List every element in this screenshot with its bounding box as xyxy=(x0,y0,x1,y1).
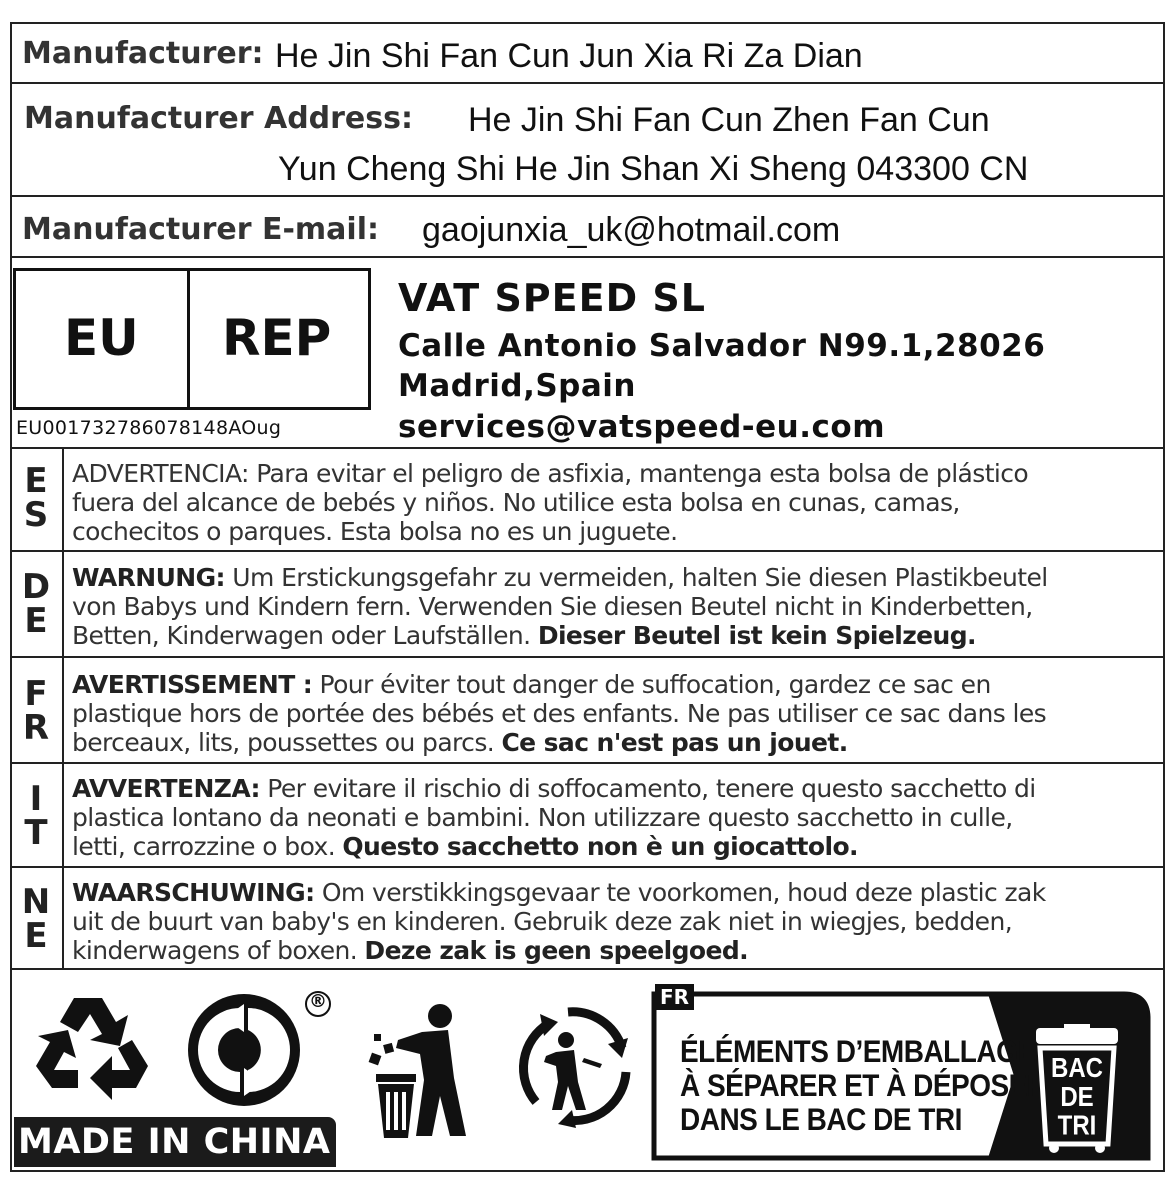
language-code-letter: F xyxy=(24,674,48,714)
language-code-es xyxy=(14,461,58,535)
warning-line xyxy=(72,774,1157,803)
language-code-letter: D xyxy=(21,567,51,607)
warning-line: plastica lontano da neonati e bambini. Non utilizzare questo sacchetto in culle, xyxy=(72,803,1013,832)
warning-heading: AVVERTENZA: xyxy=(72,774,260,803)
warning-bold-text: Ce sac n'est pas un jouet. xyxy=(501,728,848,757)
divider xyxy=(10,762,1165,764)
warning-line: uit de buurt van baby's en kinderen. Gebruik deze zak niet in wiegjes, bedden, xyxy=(72,907,1013,936)
warning-line: von Babys und Kindern fern. Verwenden Sie diesen Beutel nicht in Kinderbetten, xyxy=(72,592,1033,621)
warning-heading: WARNUNG: xyxy=(72,563,225,592)
warning-line xyxy=(72,936,1157,965)
warning-line: plastique hors de portée des bébés et des enfants. Ne pas utiliser ce sac dans les xyxy=(72,699,1047,728)
manufacturer-email: gaojunxia_uk@hotmail.com xyxy=(422,211,841,249)
divider xyxy=(10,866,1165,868)
eu-rep-address-line1: Calle Antonio Salvador N99.1,28026 xyxy=(398,328,1046,364)
eu-rep-email: services@vatspeed-eu.com xyxy=(398,409,885,445)
manufacturer-address-label: Manufacturer Address: xyxy=(24,101,413,136)
recycle-icon xyxy=(32,990,157,1102)
registered-mark: ® xyxy=(309,991,327,1012)
warning-line xyxy=(72,621,1157,650)
warning-bold-text: Questo sacchetto non è un giocattolo. xyxy=(342,832,858,861)
warning-line xyxy=(72,728,1157,757)
language-code-fr xyxy=(14,674,58,748)
language-code-letter: R xyxy=(22,708,50,748)
warning-text: berceaux, lits, poussettes ou parcs. xyxy=(72,728,502,757)
made-in-china-banner: MADE IN CHINA xyxy=(14,1117,336,1167)
bin-line: TRI xyxy=(1057,1110,1097,1142)
bin-line: DE xyxy=(1060,1081,1094,1113)
language-code-letter: S xyxy=(23,495,49,535)
eu-rep-box-divider xyxy=(187,268,190,410)
warning-text: Pour éviter tout danger de suffocation, gardez ce sac en xyxy=(312,670,991,699)
warning-text: letti, carrozzine o box. xyxy=(72,832,343,861)
language-code-letter: I xyxy=(29,779,43,819)
language-code-de xyxy=(14,567,58,641)
warning-line xyxy=(72,670,1157,699)
fr-tag: FR xyxy=(655,984,694,1010)
eu-rep-code: EU001732786078148AOug xyxy=(16,417,282,439)
divider xyxy=(10,656,1165,658)
tidyman-icon xyxy=(362,1000,472,1140)
warning-line xyxy=(72,832,1157,861)
eu-rep-rep: REP xyxy=(222,309,332,367)
language-code-letter: E xyxy=(24,601,48,641)
language-code-it xyxy=(14,779,58,853)
warning-ne xyxy=(72,878,1157,965)
warning-text: Per evitare il rischio di soffocamento, tenere questo sacchetto di xyxy=(259,774,1036,803)
manufacturer-label: Manufacturer: xyxy=(22,36,264,71)
divider xyxy=(10,968,1165,970)
manufacturer-address-line2: Yun Cheng Shi He Jin Shan Xi Sheng 043300 CN xyxy=(278,150,1029,188)
warning-es xyxy=(72,459,1157,546)
triman-line1: ÉLÉMENTS D’EMBALLAGE xyxy=(680,1034,1036,1069)
warning-fr xyxy=(72,670,1157,757)
eu-rep-company: VAT SPEED SL xyxy=(398,276,706,320)
warning-line xyxy=(72,878,1157,907)
warning-text: Betten, Kinderwagen oder Laufställen. xyxy=(72,621,538,650)
divider xyxy=(10,447,1165,449)
language-code-letter: E xyxy=(24,461,48,501)
manufacturer-name: He Jin Shi Fan Cun Jun Xia Ri Za Dian xyxy=(275,37,863,75)
warning-line: ADVERTENCIA: Para evitar el peligro de asfixia, mantenga esta bolsa de plástico xyxy=(72,459,1029,488)
warning-heading: WAARSCHUWING: xyxy=(72,878,315,907)
language-column-divider xyxy=(62,447,64,968)
language-code-letter: N xyxy=(21,882,51,922)
bac-de-tri-label xyxy=(1048,1054,1106,1140)
divider xyxy=(10,82,1165,84)
warning-line: cochecitos o parques. Esta bolsa no es un juguete. xyxy=(72,517,678,546)
warning-line: fuera del alcance de bebés y niños. No utilice esta bolsa en cunas, camas, xyxy=(72,488,960,517)
warning-text: Um Erstickungsgefahr zu vermeiden, halten Sie diesen Plastikbeutel xyxy=(224,563,1048,592)
manufacturer-email-label: Manufacturer E-mail: xyxy=(22,212,379,247)
warning-de xyxy=(72,563,1157,650)
sorting-icon xyxy=(510,1002,638,1130)
divider xyxy=(10,256,1165,258)
warning-text: Om verstikkingsgevaar te voorkomen, houd deze plastic zak xyxy=(314,878,1046,907)
manufacturer-address-line1: He Jin Shi Fan Cun Zhen Fan Cun xyxy=(468,101,990,139)
eu-rep-eu: EU xyxy=(64,309,139,367)
triman-line2: À SÉPARER ET À DÉPOSER xyxy=(680,1068,1047,1103)
bin-line: BAC xyxy=(1051,1052,1103,1084)
triman-line3: DANS LE BAC DE TRI xyxy=(680,1102,962,1137)
warning-heading: AVERTISSEMENT : xyxy=(72,670,313,699)
divider xyxy=(10,550,1165,552)
language-code-letter: T xyxy=(24,813,48,853)
warning-bold-text: Deze zak is geen speelgoed. xyxy=(364,936,749,965)
warning-bold-text: Dieser Beutel ist kein Spielzeug. xyxy=(537,621,976,650)
divider xyxy=(10,195,1165,197)
language-code-ne xyxy=(14,882,58,956)
warning-text: kinderwagens of boxen. xyxy=(72,936,365,965)
eu-rep-address-line2: Madrid,Spain xyxy=(398,368,636,404)
language-code-letter: E xyxy=(24,916,48,956)
warning-it xyxy=(72,774,1157,861)
warning-line xyxy=(72,563,1157,592)
